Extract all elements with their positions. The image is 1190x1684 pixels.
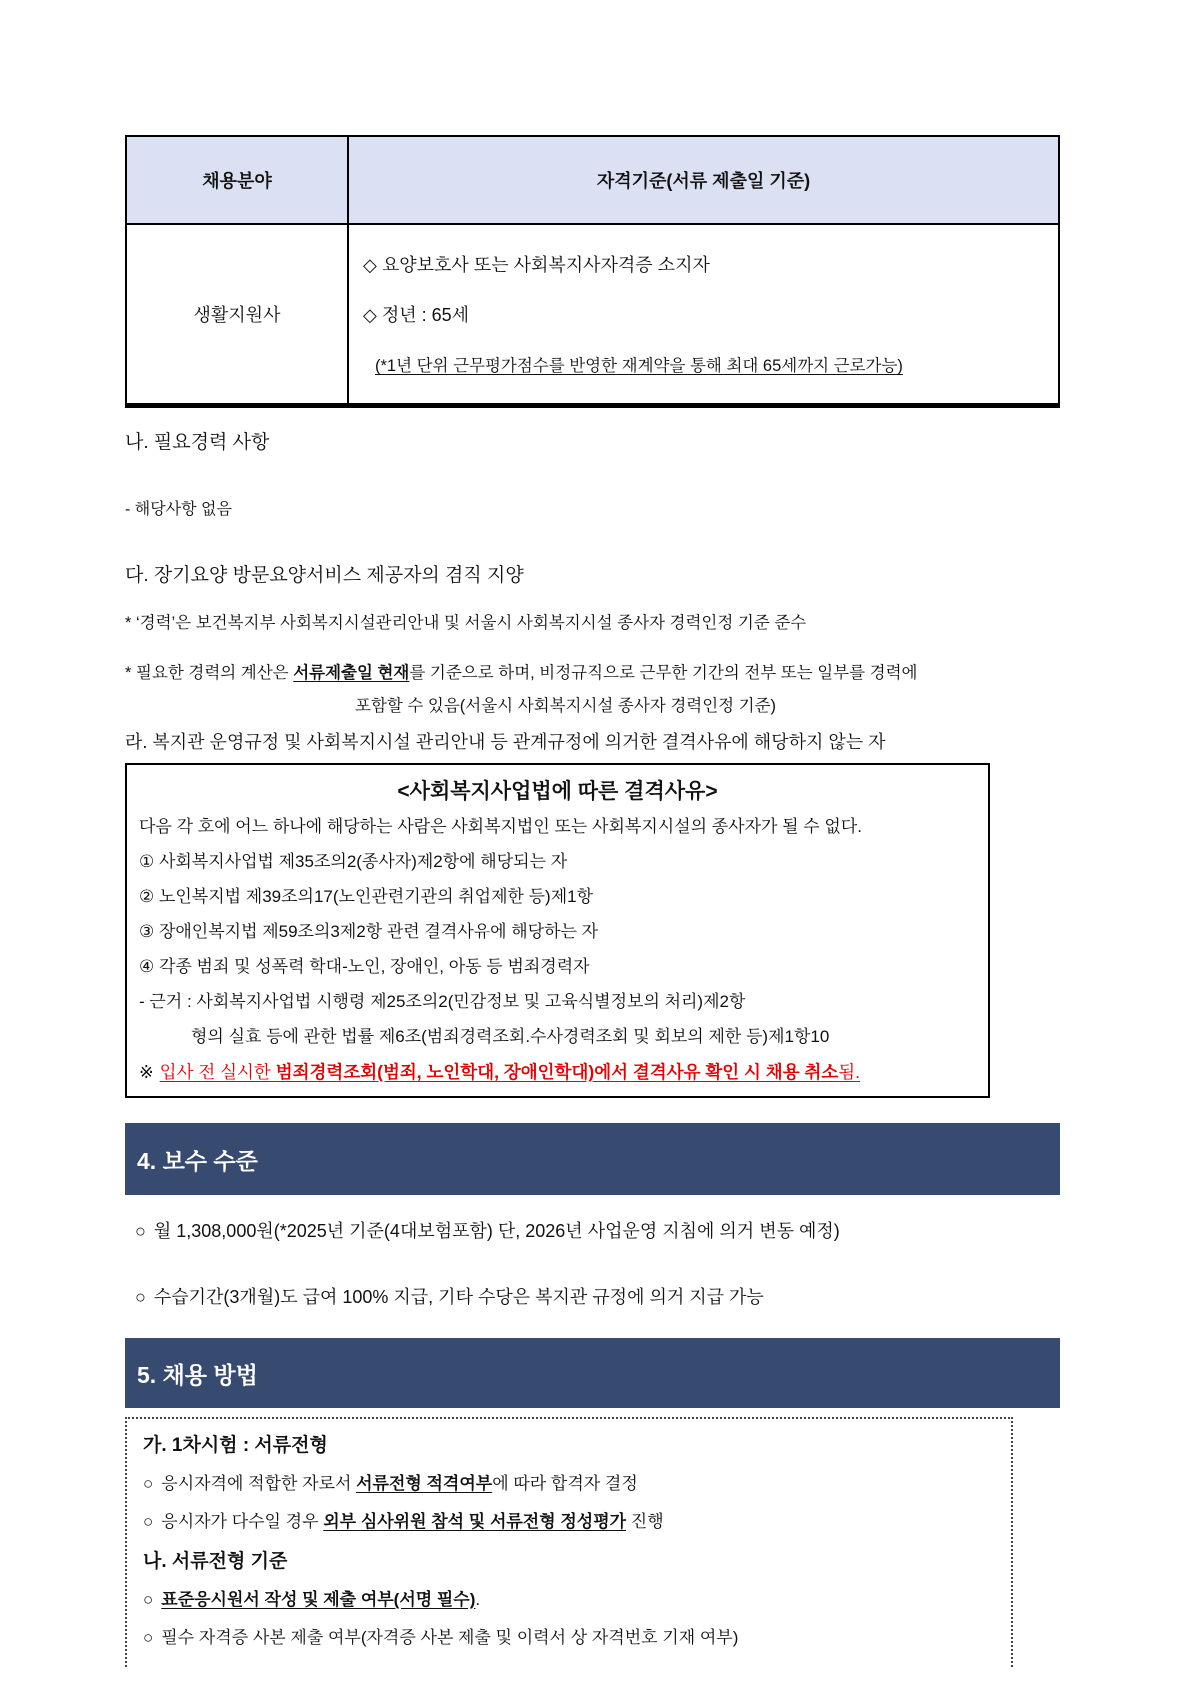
method-item-4 [143, 1623, 997, 1653]
method-item-3-emphasis: 표준응시원서 작성 및 제출 여부(서명 필수) [161, 1590, 476, 1609]
experience-note-1: * ‘경력’은 보건복지부 사회복지시설관리안내 및 서울시 사회복지시설 종사자 경력인정 기준 준수 [125, 614, 807, 632]
note2-emphasis: 서류제출일 현재 [293, 664, 410, 682]
method-item-3 [143, 1585, 997, 1615]
criteria-bullet [363, 302, 1048, 328]
criteria-bullet [363, 252, 1048, 278]
disqualification-item-2: ② 노인복지법 제39조의17(노인관련기관의 취업제한 등)제1항 [139, 887, 594, 906]
table-cell-criteria [348, 224, 1059, 406]
pay-item-2 [135, 1283, 1060, 1309]
criteria-footnote: (*1년 단위 근무평가점수를 반영한 재계약을 통해 최대 65세까지 근로가능) [375, 357, 903, 375]
section-banner-method [125, 1338, 1060, 1408]
circle-bullet-icon: ○ [143, 1590, 154, 1609]
criminal-check-warning [139, 1054, 976, 1090]
section-banner-method-title: 5. 채용 방법 [137, 1361, 258, 1388]
disqualification-basis-1: - 근거 : 사회복지사업법 시행령 제25조의2(민감정보 및 고육식별정보의 처리)제2항 [139, 992, 746, 1011]
method-item-4-text: 필수 자격증 사본 제출 여부(자격증 사본 제출 및 이력서 상 자격번호 기재 여부) [161, 1628, 739, 1647]
method-item-1-emphasis: 서류전형 적격여부 [356, 1474, 493, 1493]
note2-suffix: 를 기준으로 하며, 비정규직으로 근무한 기간의 전부 또는 일부를 경력에 [409, 664, 918, 682]
method-heading-na: 나. 서류전형 기준 [143, 1551, 288, 1572]
experience-note-2-continued: 포함할 수 있음(서울시 사회복지시설 종사자 경력인정 기준) [355, 697, 777, 715]
method-item-2-suffix: 진행 [626, 1512, 664, 1531]
circle-bullet-icon: ○ [143, 1628, 154, 1647]
method-item-2 [143, 1507, 997, 1537]
disqualification-basis-2: 형의 실효 등에 관한 법률 제6조(범죄경력조회.수사경력조회 및 회보의 제한 등)제1항10 [191, 1027, 830, 1046]
disqualification-intro: 다음 각 호에 어느 하나에 해당하는 사람은 사회복지법인 또는 사회복지시설의 종사자가 될 수 없다. [139, 817, 863, 836]
table-header-field: 채용분야 [126, 136, 348, 224]
method-item-2-prefix: 응시자가 다수일 경우 [161, 1512, 324, 1531]
diamond-bullet-icon: ◇ [363, 305, 377, 325]
warning-emphasis: 범죄경력조회(범죄, 노인학대, 장애인학대)에서 결격사유 확인 시 채용 취소 [275, 1062, 839, 1082]
disqualification-item-3: ③ 장애인복지법 제59조의3제2항 관련 결격사유에 해당하는 자 [139, 922, 599, 941]
section-banner-pay [125, 1123, 1060, 1195]
criteria-text: 요양보호사 또는 사회복지사자격증 소지자 [381, 255, 710, 275]
method-item-1-suffix: 에 따라 합격자 결정 [492, 1474, 638, 1493]
method-item-1 [143, 1469, 997, 1499]
method-box [125, 1417, 1013, 1667]
reference-mark-icon: ※ [139, 1062, 154, 1082]
disqualification-title: <사회복지사업법에 따른 결격사유> [397, 780, 718, 803]
heading-da: 다. 장기요양 방문요양서비스 제공자의 겸직 지양 [125, 565, 524, 586]
heading-na: 나. 필요경력 사항 [125, 432, 270, 453]
circle-bullet-icon: ○ [135, 1287, 146, 1307]
method-item-1-prefix: 응시자격에 적합한 자로서 [161, 1474, 357, 1493]
diamond-bullet-icon: ◇ [363, 255, 377, 275]
circle-bullet-icon: ○ [135, 1221, 146, 1241]
disqualification-item-1: ① 사회복지사업법 제35조의2(종사자)제2항에 해당되는 자 [139, 852, 568, 871]
page-content [125, 135, 1060, 1667]
circle-bullet-icon: ○ [143, 1512, 154, 1531]
method-heading-ga: 가. 1차시험 : 서류전형 [143, 1435, 328, 1456]
na-item: - 해당사항 없음 [125, 501, 232, 518]
pay-item-2-text: 수습기간(3개월)도 급여 100% 지급, 기타 수당은 복지관 규정에 의거 지급 가능 [153, 1287, 764, 1307]
warning-suffix: 됨. [838, 1062, 861, 1082]
table-cell-field: 생활지원사 [126, 224, 348, 406]
note2-prefix: * 필요한 경력의 계산은 [125, 664, 294, 682]
pay-item-1 [135, 1217, 1060, 1243]
table-row [126, 224, 1059, 406]
qualification-table [125, 135, 1060, 408]
method-item-3-suffix: . [475, 1590, 481, 1609]
heading-ra: 라. 복지관 운영규정 및 사회복지시설 관리안내 등 관계규정에 의거한 결격사유에 해당하지 않는 자 [125, 732, 886, 752]
experience-note-2 [125, 659, 1060, 683]
circle-bullet-icon: ○ [143, 1474, 154, 1493]
disqualification-box [125, 763, 990, 1098]
table-header-criteria: 자격기준(서류 제출일 기준) [348, 136, 1059, 224]
table-header-row [126, 136, 1059, 224]
criteria-text: 정년 : 65세 [381, 305, 470, 325]
method-item-2-emphasis: 외부 심사위원 참석 및 서류전형 정성평가 [323, 1512, 627, 1531]
section-banner-pay-title: 4. 보수 수준 [137, 1147, 258, 1174]
warning-prefix: 입사 전 실시한 [159, 1062, 276, 1082]
pay-item-1-text: 월 1,308,000원(*2025년 기준(4대보험포함) 단, 2026년 사업운영 지침에 의거 변동 예정) [153, 1221, 840, 1241]
disqualification-item-4: ④ 각종 범죄 및 성폭력 학대-노인, 장애인, 아동 등 범죄경력자 [139, 957, 590, 976]
